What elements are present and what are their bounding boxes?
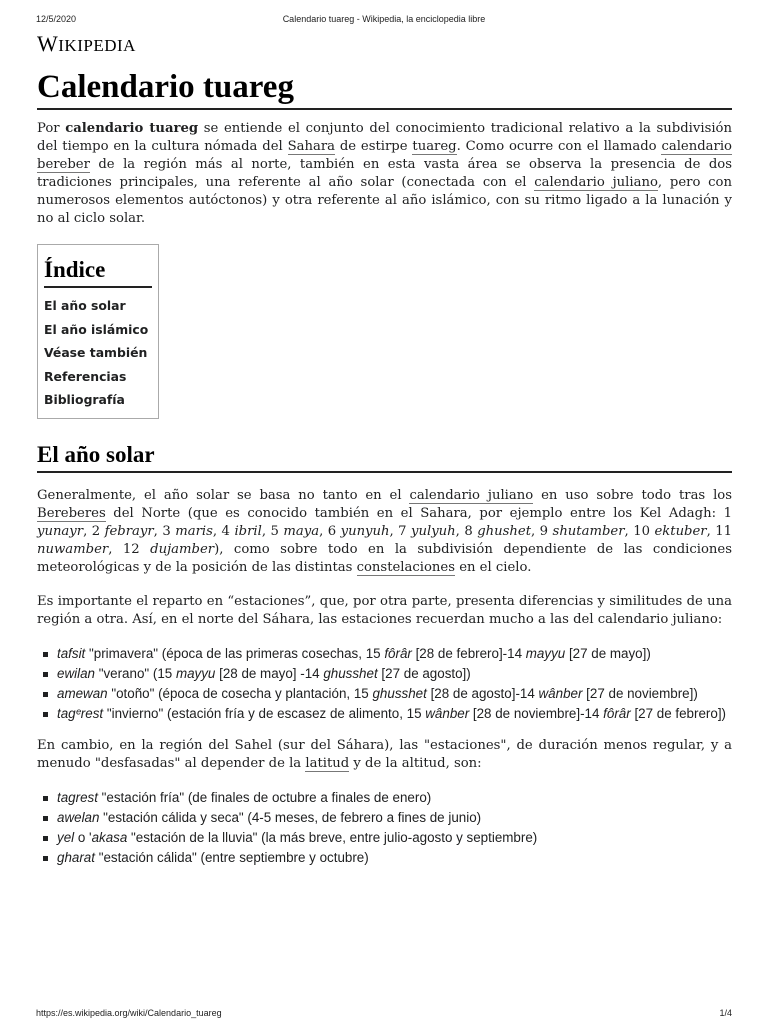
list-item: [57, 809, 732, 827]
season-name: ewilan: [57, 665, 95, 681]
text: , 2: [83, 523, 105, 539]
month-name: dujamber: [150, 541, 215, 557]
month-name: yulyuh: [411, 523, 456, 539]
month-name: febrayr: [104, 523, 154, 539]
month-name: ghushet: [477, 523, 531, 539]
text: [27 de noviembre]): [582, 685, 698, 701]
link-constelaciones[interactable]: constelaciones: [356, 559, 455, 575]
season-name: tafsit: [57, 645, 86, 661]
month-name: maris: [175, 523, 213, 539]
text: en el cielo.: [455, 559, 532, 575]
text: "invierno" (estación fría y de escasez de alimento, 15: [103, 705, 426, 721]
toc-item-referencias[interactable]: Referencias: [44, 368, 127, 384]
logo-first-letter: W: [37, 31, 59, 56]
page-url: https://es.wikipedia.org/wiki/Calendario_tuareg: [36, 1008, 222, 1018]
text: , 9: [531, 523, 553, 539]
page-number: 1/4: [719, 1008, 732, 1018]
text: "verano" (15: [94, 665, 176, 681]
month-name: ghusshet: [372, 685, 427, 701]
month-name: maya: [283, 523, 320, 539]
article-content: [37, 120, 732, 881]
season-name: awelan: [57, 809, 100, 825]
text: en uso sobre todo tras los: [533, 487, 733, 503]
month-name: mayyu: [175, 665, 216, 681]
text: [28 de agosto]-14: [426, 685, 539, 701]
list-item: [57, 685, 732, 703]
text: [27 de mayo]): [565, 645, 651, 661]
solar-paragraph-1: [37, 487, 732, 577]
text: En cambio, en la región del Sahel (sur del Sáhara), las "estaciones", de duración menos regular, y a menudo "desfasadas" al depender de la: [37, 737, 732, 771]
toc-item-bibliografia[interactable]: Bibliografía: [44, 392, 125, 407]
month-name: shutamber: [552, 523, 625, 539]
link-tuareg[interactable]: tuareg: [412, 139, 457, 154]
list-item: [57, 665, 732, 683]
month-name: wânber: [425, 705, 470, 721]
month-name: ghusshet: [323, 665, 378, 681]
toc-item-vease-tambien[interactable]: Véase también: [44, 345, 148, 360]
table-of-contents: [37, 244, 159, 419]
text: "estación cálida" (entre septiembre y octubre): [94, 849, 369, 865]
link-latitud[interactable]: latitud: [305, 755, 350, 771]
seasons-sahel-list: [37, 789, 732, 867]
season-name: amewan: [57, 685, 108, 701]
season-name: akasa: [91, 829, 128, 845]
text: [28 de mayo] -14: [215, 665, 324, 681]
text: Generalmente, el año solar se basa no tanto en el: [37, 487, 410, 503]
text: , 12: [108, 541, 151, 557]
solar-paragraph-3: [37, 737, 732, 773]
intro-text: Por: [37, 121, 66, 136]
section-heading-el-ano-solar: El año solar: [37, 439, 732, 473]
wikipedia-logo[interactable]: [37, 31, 136, 57]
text: del Norte (que es conocido también en el Sahara, por ejemplo entre los Kel Adagh: 1: [105, 505, 732, 521]
text: , 10: [624, 523, 655, 539]
text: "estación fría" (de finales de octubre a finales de enero): [97, 789, 432, 805]
toc-title: Índice: [44, 255, 152, 288]
text: [28 de noviembre]-14: [469, 705, 604, 721]
text: "primavera" (época de las primeras cosechas, 15: [85, 645, 385, 661]
list-item: [57, 705, 732, 723]
text: [27 de agosto]): [377, 665, 471, 681]
month-name: mayyu: [525, 645, 566, 661]
page-title: Calendario tuareg: [37, 66, 732, 110]
list-item: [57, 829, 732, 847]
intro-paragraph: [37, 120, 732, 228]
intro-text: de estirpe: [334, 139, 413, 154]
text: , 4: [212, 523, 235, 539]
text: o ': [74, 829, 92, 845]
month-name: yunayr: [37, 523, 84, 539]
text: "estación de la lluvia" (la más breve, entre julio-agosto y septiembre): [127, 829, 538, 845]
text: [28 de febrero]-14: [411, 645, 526, 661]
season-name: yel: [57, 829, 75, 845]
month-name: fôrâr: [384, 645, 412, 661]
text: , 7: [389, 523, 412, 539]
month-name: fôrâr: [603, 705, 631, 721]
link-calendario-bereber[interactable]: calendario bereber: [37, 139, 732, 172]
text: , 6: [319, 523, 341, 539]
seasons-north-list: [37, 645, 732, 723]
link-calendario-juliano[interactable]: calendario juliano: [534, 175, 658, 190]
link-sahara[interactable]: Sahara: [287, 139, 335, 154]
season-name: tagrest: [57, 789, 98, 805]
solar-paragraph-2: Es importante el reparto en “estaciones”, que, por otra parte, presenta diferencias y similitudes de una región a otra. Así, en el norte del Sáhara, las estaciones recuerdan mucho a las del calendario juliano:: [37, 593, 732, 627]
month-name: nuwamber: [37, 541, 109, 557]
text: , 5: [261, 523, 284, 539]
print-title: Calendario tuareg - Wikipedia, la enciclopedia libre: [282, 14, 486, 24]
intro-text: se entiende el conjunto del conocimiento tradicional relativo a la subdivisión del tiempo en la cultura nómada del: [37, 121, 732, 154]
toc-list: [44, 294, 152, 412]
season-name: gharat: [57, 849, 95, 865]
intro-text: . Como ocurre con el llamado: [456, 139, 662, 154]
month-name: wânber: [538, 685, 583, 701]
intro-text: de la región más al norte, también en esta vasta área se observa la presencia de dos tradiciones principales, una referente al año solar (conectada con el: [37, 157, 732, 190]
list-item: [57, 645, 732, 663]
toc-item-el-ano-islamico[interactable]: El año islámico: [44, 321, 149, 337]
text: , 8: [455, 523, 478, 539]
print-date: 12/5/2020: [36, 14, 77, 24]
text: ), como sobre todo en la subdivisión dependiente de las condiciones meteorológicas y de la posición de las distintas: [37, 541, 732, 575]
intro-bold-term: calendario tuareg: [65, 121, 199, 136]
season-name: tagᵉrest: [57, 705, 104, 721]
toc-item-el-ano-solar[interactable]: El año solar: [44, 298, 126, 313]
text: "estación cálida y seca" (4-5 meses, de febrero a fines de junio): [99, 809, 482, 825]
text: , 11: [706, 523, 733, 539]
intro-text: , pero con numerosos elementos autóctonos) y otra referente al año islámico, con su ritmo ligado a la lunación y no al ciclo solar.: [37, 175, 732, 226]
list-item: [57, 849, 732, 867]
list-item: [57, 789, 732, 807]
text: y de la altitud, son:: [349, 755, 482, 771]
logo-rest: IKIPEDIA: [58, 36, 136, 55]
text: , 3: [153, 523, 176, 539]
text: "otoño" (época de cosecha y plantación, 15: [107, 685, 373, 701]
month-name: ektuber: [654, 523, 707, 539]
link-bereberes[interactable]: Bereberes: [37, 505, 106, 521]
month-name: ibril: [234, 523, 262, 539]
text: [27 de febrero]): [630, 705, 726, 721]
month-name: yunyuh: [340, 523, 390, 539]
link-calendario-juliano-2[interactable]: calendario juliano: [409, 487, 534, 503]
